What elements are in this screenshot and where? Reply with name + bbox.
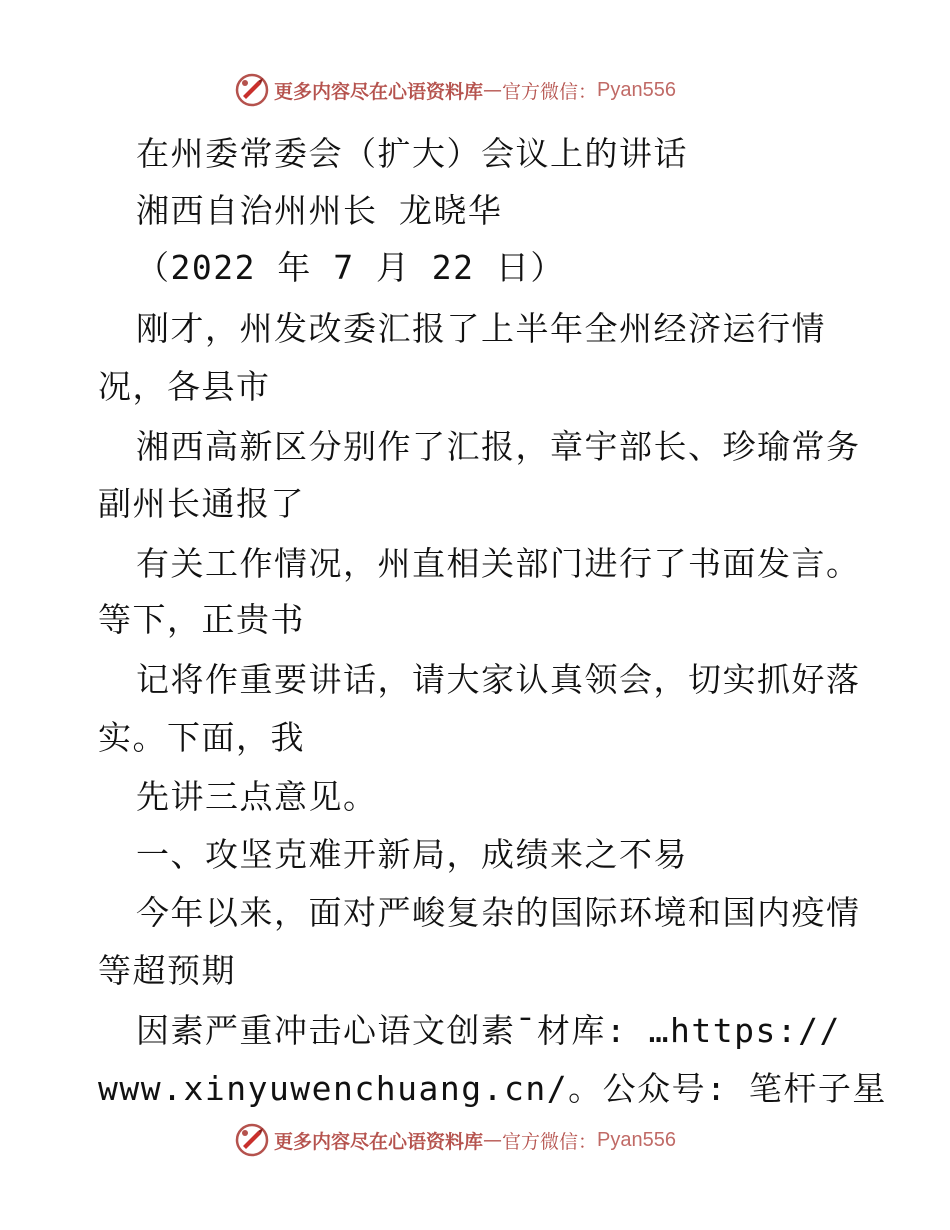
banner-main-text: 更多内容尽在心语资料库 [274, 80, 484, 103]
brand-logo-icon [234, 1122, 270, 1158]
banner-separator: — [483, 1129, 503, 1151]
banner-separator: — [483, 79, 503, 101]
paragraph-line: 因素严重冲击心语文创素¯材库: …https:// [136, 1011, 841, 1050]
document-speaker: 湘西自治州州长 龙晓华 [136, 191, 503, 230]
banner-wechat-label: 官方微信： [502, 1130, 598, 1153]
banner-wechat-id: Pyan556 [597, 1128, 676, 1151]
document-date: （2022 年 7 月 22 日） [136, 248, 565, 287]
section-heading: 一、攻坚克难开新局，成绩来之不易 [136, 835, 688, 874]
paragraph-line: 等超预期 [98, 951, 236, 990]
document-title: 在州委常委会（扩大）会议上的讲话 [136, 134, 688, 173]
footer-banner [234, 1122, 676, 1158]
paragraph-line: 今年以来，面对严峻复杂的国际环境和国内疫情 [136, 893, 861, 932]
banner-main-text: 更多内容尽在心语资料库 [274, 1130, 484, 1153]
paragraph-line: 记将作重要讲话，请大家认真领会，切实抓好落 [136, 660, 861, 699]
paragraph-line: 先讲三点意见。 [136, 777, 378, 816]
paragraph-line: 刚才，州发改委汇报了上半年全州经济运行情 [136, 309, 826, 348]
paragraph-line: 有关工作情况，州直相关部门进行了书面发言。 [136, 544, 861, 583]
banner-wechat-id: Pyan556 [597, 78, 676, 101]
paragraph-line: 等下，正贵书 [98, 600, 305, 639]
paragraph-line: 况，各县市 [98, 367, 271, 406]
paragraph-line: www.xinyuwenchuang.cn/。公众号: 笔杆子星 [98, 1069, 887, 1108]
paragraph-line: 湘西高新区分别作了汇报，章宇部长、珍瑜常务 [136, 427, 861, 466]
banner-wechat-label: 官方微信： [502, 80, 598, 103]
paragraph-line: 副州长通报了 [98, 484, 305, 523]
paragraph-line: 实。下面，我 [98, 718, 305, 757]
